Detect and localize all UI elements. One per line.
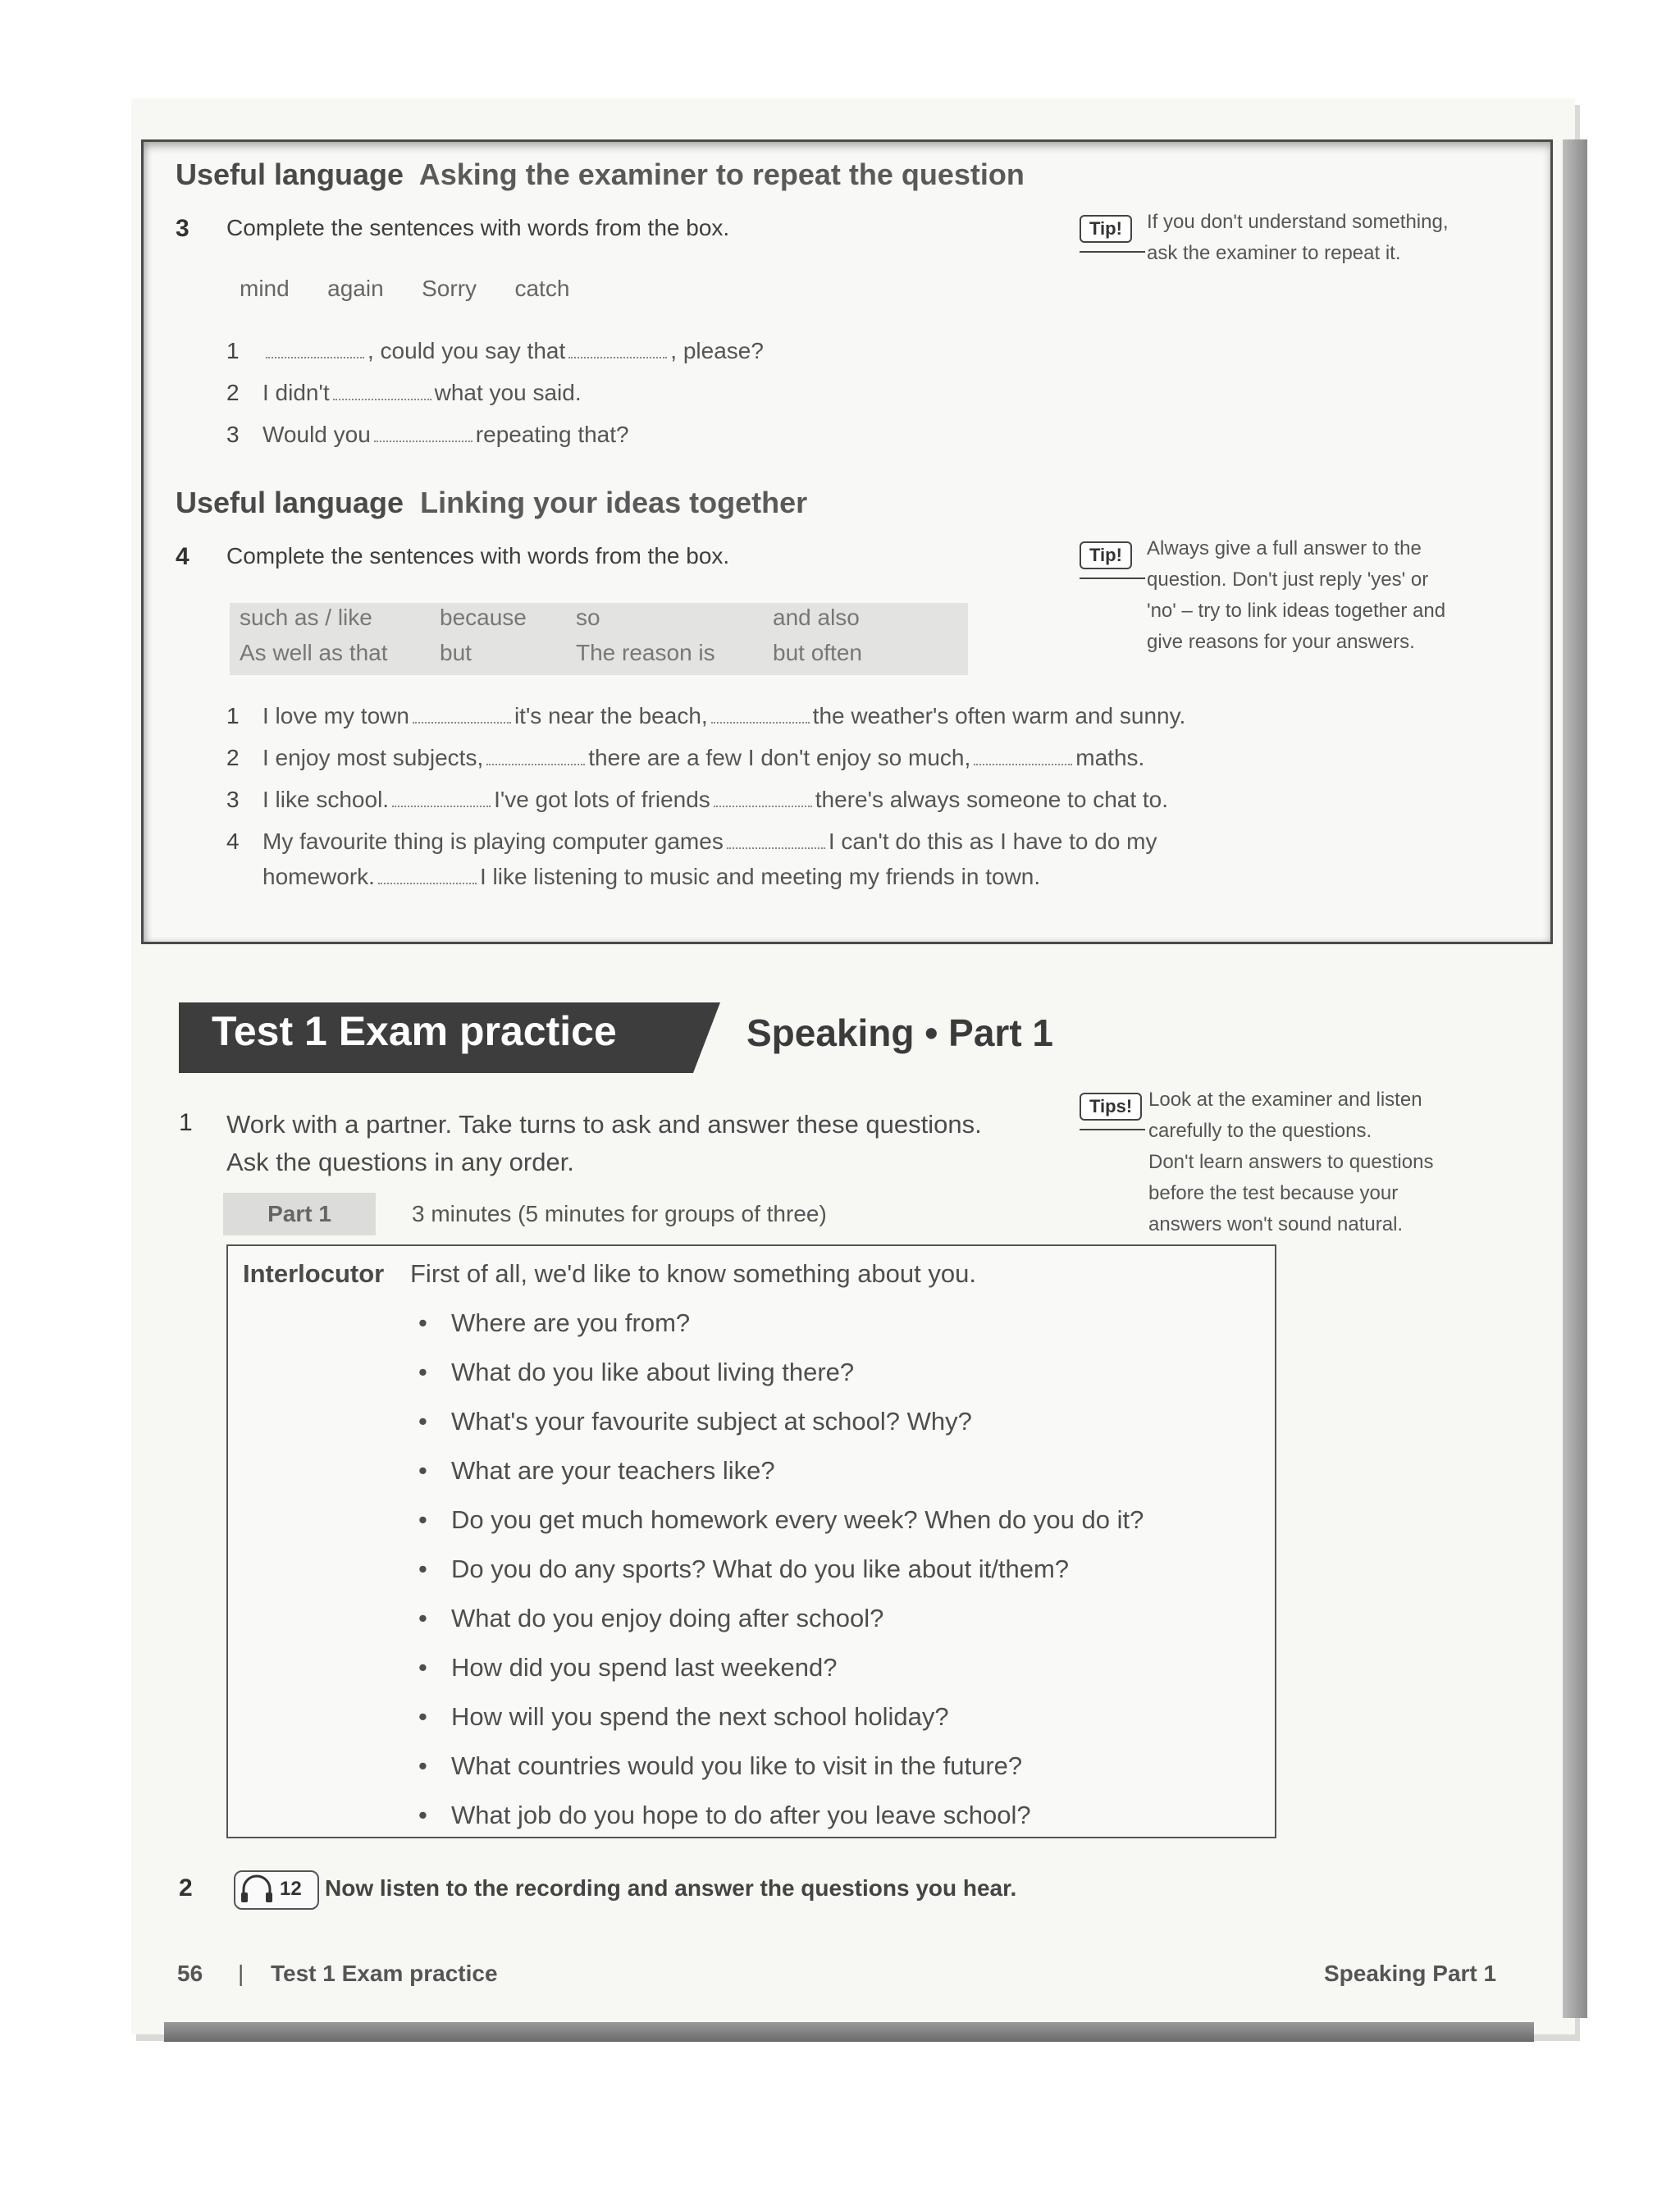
sentence-text: I can't do this as I have to do my [828, 829, 1157, 854]
sentence-text: My favourite thing is playing computer games [262, 829, 724, 854]
word-box-word: mind [240, 276, 290, 301]
sentence-text: the weather's often warm and sunny. [812, 703, 1186, 728]
tip-line-text: Always give a full answer to the [1147, 537, 1422, 559]
word-box-item: but often [773, 640, 862, 665]
word-box-item: such as / like [240, 605, 372, 630]
sentence-number: 3 [226, 787, 240, 812]
tip-line-text: give reasons for your answers. [1147, 631, 1415, 653]
exercise-1-number: 1 [179, 1109, 193, 1136]
exercise-3-instruction: Complete the sentences with words from the box. [226, 215, 730, 240]
question-item: • How will you spend the next school holiday? [418, 1702, 949, 1731]
section1-heading [176, 158, 1025, 192]
sentence-number: 1 [226, 703, 240, 728]
tips-label: Tips! [1080, 1093, 1142, 1121]
sentence-number: 2 [226, 745, 240, 770]
exercise-4-instruction: Complete the sentences with words from the box. [226, 543, 730, 568]
answer-gap[interactable] [568, 357, 667, 358]
ex3-sentence-2 [226, 380, 582, 406]
question-text: What are your teachers like? [451, 1456, 775, 1485]
question-item: • What do you enjoy doing after school? [418, 1604, 884, 1632]
interlocutor-questions-box [226, 1244, 1276, 1838]
answer-gap[interactable] [413, 722, 511, 724]
ex4-sentence-4-continued [262, 864, 1040, 890]
interlocutor-label: Interlocutor [243, 1259, 385, 1288]
answer-gap[interactable] [333, 399, 431, 400]
word-box-word: Sorry [422, 276, 477, 301]
sentence-text: I didn't [262, 380, 330, 405]
section2-heading [176, 486, 807, 520]
page-edge-shadow-bottom [164, 2022, 1534, 2042]
question-text: What do you like about living there? [451, 1358, 855, 1386]
sentence-text: I've got lots of friends [494, 787, 710, 812]
word-box-word: catch [514, 276, 570, 301]
question-item: • Do you do any sports? What do you like about it/them? [418, 1555, 1070, 1583]
word-box-item: because [440, 605, 527, 630]
question-item: • What countries would you like to visit in the future? [418, 1751, 1023, 1780]
word-box-word: again [327, 276, 384, 301]
sentence-number: 2 [226, 380, 240, 405]
instruction-line: Ask the questions in any order. [226, 1148, 574, 1176]
question-text: How will you spend the next school holiday? [451, 1702, 949, 1731]
speaking-part-title: Speaking • Part 1 [746, 1011, 1054, 1054]
footer-part-title: Speaking Part 1 [1324, 1961, 1497, 1986]
part-1-tab: Part 1 [223, 1193, 376, 1235]
word-box-item: As well as that [240, 640, 388, 665]
word-box-3 [240, 276, 604, 302]
question-item: • What do you like about living there? [418, 1358, 855, 1386]
sentence-text: repeating that? [475, 422, 629, 447]
tip-line-text: Look at the examiner and listen [1148, 1089, 1422, 1111]
question-item: • What are your teachers like? [418, 1456, 775, 1485]
section1-heading-main: Useful language [176, 158, 404, 191]
tip-underline [1080, 578, 1145, 579]
sentence-text: I enjoy most subjects, [262, 745, 484, 770]
sentence-text: what you said. [434, 380, 582, 405]
answer-gap[interactable] [727, 847, 825, 849]
question-text: What do you enjoy doing after school? [451, 1604, 884, 1632]
question-item: • How did you spend last weekend? [418, 1653, 838, 1682]
exercise-2-number: 2 [179, 1874, 193, 1902]
sentence-text: , please? [670, 338, 764, 363]
word-box-item: The reason is [576, 640, 715, 665]
question-text: Where are you from? [451, 1308, 691, 1337]
sentence-text: it's near the beach, [514, 703, 708, 728]
page-edge-shadow-right [1563, 139, 1587, 2018]
tip-line-text: If you don't understand something, [1147, 211, 1449, 233]
tip-line-text: Don't learn answers to questions [1148, 1151, 1434, 1173]
answer-gap[interactable] [392, 806, 491, 807]
answer-gap[interactable] [374, 441, 472, 442]
footer-section-title: Test 1 Exam practice [271, 1961, 498, 1986]
exercise-4-number: 4 [176, 543, 189, 570]
answer-gap[interactable] [378, 883, 477, 884]
tip-line-text: before the test because your [1148, 1182, 1399, 1204]
interlocutor-intro: First of all, we'd like to know something about you. [410, 1259, 976, 1288]
word-box-item: but [440, 640, 472, 665]
sentence-text: there are a few I don't enjoy so much, [588, 745, 971, 770]
headphones-icon [239, 1873, 275, 1906]
sentence-text: I like school. [262, 787, 390, 812]
sentence-text: there's always someone to chat to. [815, 787, 1169, 812]
section2-heading-main: Useful language [176, 486, 404, 519]
tip-label: Tip! [1080, 541, 1132, 569]
ex4-sentence-2 [226, 745, 1144, 771]
section1-heading-sub: Asking the examiner to repeat the question [418, 158, 1025, 191]
ex4-sentence-3 [226, 787, 1168, 813]
tip-line-text: carefully to the questions. [1148, 1120, 1372, 1142]
ex3-sentence-1 [226, 338, 764, 364]
question-text: What countries would you like to visit in the future? [451, 1751, 1023, 1780]
answer-gap[interactable] [486, 764, 585, 765]
answer-gap[interactable] [714, 806, 812, 807]
ex4-sentence-4 [226, 829, 1157, 855]
sentence-text: I like listening to music and meeting my friends in town. [479, 864, 1041, 889]
sentence-text: , could you say that [368, 338, 566, 363]
question-item: • Do you get much homework every week? When do you do it? [418, 1505, 1144, 1534]
exercise-3-number: 3 [176, 215, 189, 242]
sentence-number: 4 [226, 829, 240, 854]
tip-text-1 [1147, 207, 1524, 269]
word-box-item: so [576, 605, 600, 630]
sentence-number: 3 [226, 422, 240, 447]
answer-gap[interactable] [266, 357, 364, 358]
tip-text-2 [1147, 533, 1541, 658]
question-text: What's your favourite subject at school? Why? [451, 1407, 972, 1436]
audio-track-number: 12 [280, 1878, 302, 1900]
tip-underline [1080, 251, 1145, 253]
page-number: 56 [177, 1961, 203, 1986]
audio-track-button[interactable] [234, 1870, 319, 1910]
instruction-line: Work with a partner. Take turns to ask and answer these questions. [226, 1110, 982, 1139]
tip-label: Tip! [1080, 215, 1132, 243]
ex4-sentence-1 [226, 703, 1185, 729]
question-item: • What job do you hope to do after you leave school? [418, 1801, 1031, 1829]
question-text: What job do you hope to do after you leave school? [451, 1801, 1031, 1829]
tip-line-text: 'no' – try to link ideas together and [1147, 600, 1446, 622]
question-text: How did you spend last weekend? [451, 1653, 838, 1682]
part-1-timing: 3 minutes (5 minutes for groups of three) [412, 1201, 827, 1226]
exercise-1-instruction [226, 1106, 982, 1181]
tip-line-text: question. Don't just reply 'yes' or [1147, 568, 1429, 591]
word-box-item: and also [773, 605, 860, 630]
footer-separator: | [238, 1961, 244, 1986]
question-text: Do you get much homework every week? When do you do it? [451, 1505, 1144, 1534]
tip-line-text: answers won't sound natural. [1148, 1213, 1404, 1235]
sentence-text: maths. [1075, 745, 1145, 770]
section2-heading-sub: Linking your ideas together [420, 486, 808, 519]
sentence-number: 1 [226, 338, 240, 363]
answer-gap[interactable] [974, 764, 1072, 765]
ex3-sentence-3 [226, 422, 629, 448]
sentence-text: Would you [262, 422, 371, 447]
exercise-2-instruction: Now listen to the recording and answer the questions you hear. [325, 1875, 1017, 1901]
tip-line-text: ask the examiner to repeat it. [1147, 242, 1401, 264]
exam-practice-banner-title: Test 1 Exam practice [212, 1008, 617, 1054]
answer-gap[interactable] [711, 722, 810, 724]
question-text: Do you do any sports? What do you like about it/them? [451, 1555, 1070, 1583]
tips-text [1148, 1084, 1542, 1240]
question-item: • Where are you from? [418, 1308, 691, 1337]
question-item: • What's your favourite subject at school? Why? [418, 1407, 972, 1436]
tip-underline [1080, 1129, 1145, 1130]
sentence-text: homework. [262, 864, 375, 889]
sentence-text: I love my town [262, 703, 409, 728]
